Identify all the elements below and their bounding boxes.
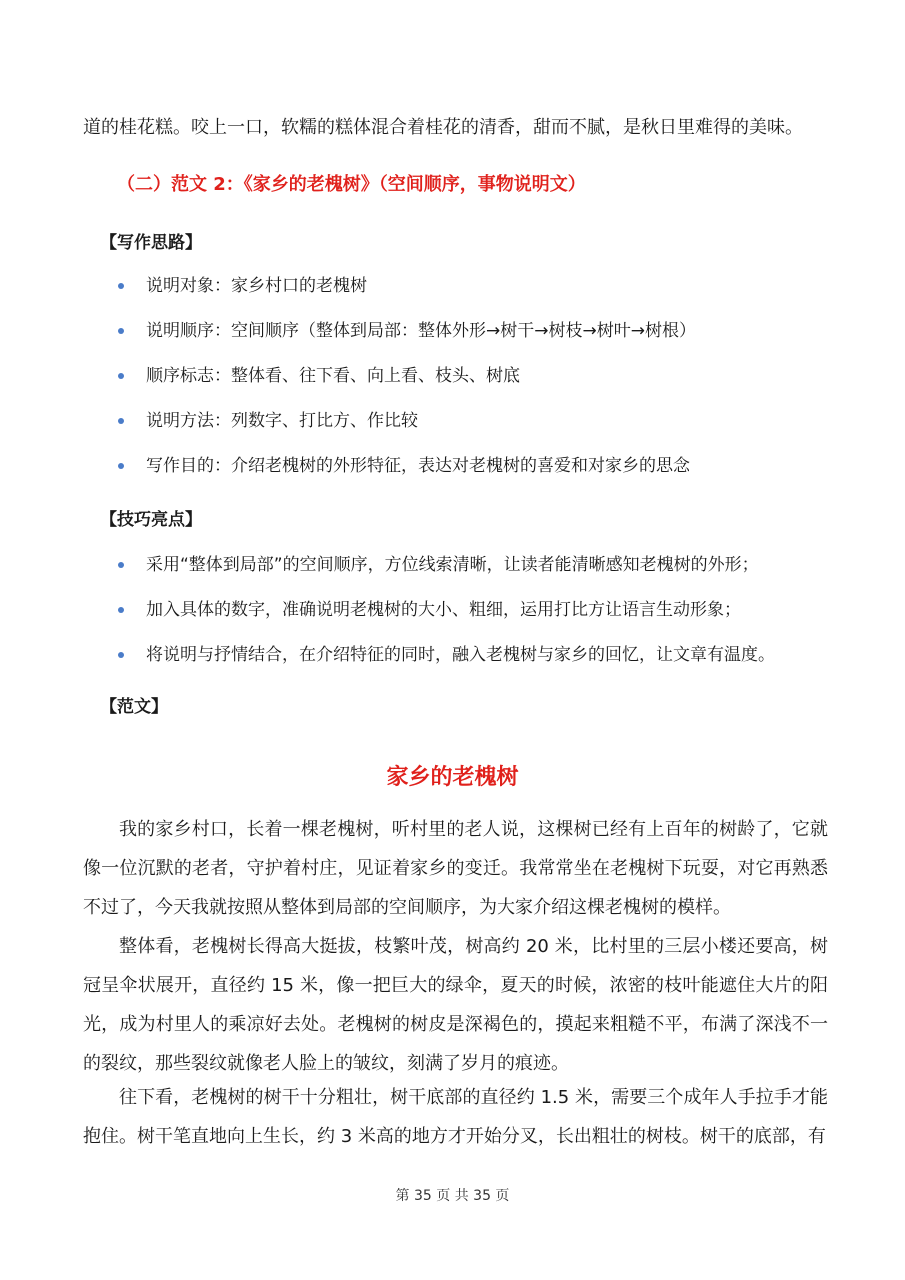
writing-ideas-label: 【写作思路】	[100, 233, 202, 253]
bullet-icon	[118, 463, 124, 469]
section-heading: （二）范文 2：《家乡的老槐树》（空间顺序，事物说明文）	[117, 174, 586, 195]
document-page: 道的桂花糕。咬上一口，软糯的糕体混合着桂花的清香，甜而不腻，是秋日里难得的美味。 （二）范文 2：《家乡的老槐树》（空间顺序，事物说明文） 【写作思路】 说明对象：家乡村口的老槐树 说明顺序：空间顺序（整体到局部：整体外形→树干→树枝→树叶→树根） 顺序标志：整体看、往下看、向上看、枝头、树底 说明方法：列数字、打比方、作比较 写作目的：介绍老槐树的外形特征，表达对老槐树的喜爱和对家乡的思念 【技巧亮点】 采用“整体到局部”的空间顺序，方位线索清晰，让读者能清晰感知老槐树的外形； 加入具体的数字，准确说明老槐树的大小、粗细，运用打比方让语言生动形象； 将说明与抒情结合，在介绍特征的同时，融入老槐树与家乡的回忆，让文章有温度。 【范文】 家乡的老槐树 我的家乡村口，长着一棵老槐树，听村里的老人说，这棵树已经有上百年的树龄了，它就像一位沉默的老者，守护着村庄，见证着家乡的变迁。我常常坐在老槐树下玩耍，对它再熟悉不过了，今天我就按照从整体到局部的空间顺序，为大家介绍这棵老槐树的模样。 整体看，老槐树长得高大挺拔，枝繁叶茂，树高约 20 米，比村里的三层小楼还要高，树冠呈伞状展开，直径约 15 米，像一把巨大的绿伞，夏天的时候，浓密的枝叶能遮住大片的阳光，成为村里人的乘凉好去处。老槐树的树皮是深褐色的，摸起来粗糙不平，布满了深浅不一的裂纹，那些裂纹就像老人脸上的皱纹，刻满了岁月的痕迹。 往下看，老槐树的树干十分粗壮，树干底部的直径约 1.5 米，需要三个成年人手拉手才能抱住。树干笔直地向上生长，约 3 米高的地方才开始分叉，长出粗壮的树枝。树干的底部，有 第 35 页 共 35 页	[0, 0, 905, 1280]
essay-title: 家乡的老槐树	[386, 765, 519, 790]
essay-paragraph-3: 往下看，老槐树的树干十分粗壮，树干底部的直径约 1.5 米，需要三个成年人手拉手才能抱住。树干笔直地向上生长，约 3 米高的地方才开始分叉，长出粗壮的树枝。树干的底部，有	[83, 1087, 828, 1147]
essay-paragraph-2: 整体看，老槐树长得高大挺拔，枝繁叶茂，树高约 20 米，比村里的三层小楼还要高，树冠呈伞状展开，直径约 15 米，像一把巨大的绿伞，夏天的时候，浓密的枝叶能遮住大片的阳光，成为村里人的乘凉好去处。老槐树的树皮是深褐色的，摸起来粗糙不平，布满了深浅不一的裂纹，那些裂纹就像老人脸上的皱纹，刻满了岁月的痕迹。	[83, 936, 828, 1074]
bullet-icon	[118, 373, 124, 379]
essay-paragraph-1: 我的家乡村口，长着一棵老槐树，听村里的老人说，这棵树已经有上百年的树龄了，它就像一位沉默的老者，守护着村庄，见证着家乡的变迁。我常常坐在老槐树下玩耍，对它再熟悉不过了，今天我就按照从整体到局部的空间顺序，为大家介绍这棵老槐树的模样。	[83, 819, 828, 918]
essay-label: 【范文】	[100, 697, 168, 717]
bullet-icon	[118, 652, 124, 658]
bullet-icon	[118, 283, 124, 289]
highlights-label: 【技巧亮点】	[100, 510, 202, 530]
bullet-icon	[118, 418, 124, 424]
page-footer: 第 35 页 共 35 页	[395, 1188, 510, 1204]
bullet-icon	[118, 328, 124, 334]
bullet-icon	[118, 562, 124, 568]
intro-line: 道的桂花糕。咬上一口，软糯的糕体混合着桂花的清香，甜而不腻，是秋日里难得的美味。	[83, 117, 803, 138]
bullet-icon	[118, 607, 124, 613]
